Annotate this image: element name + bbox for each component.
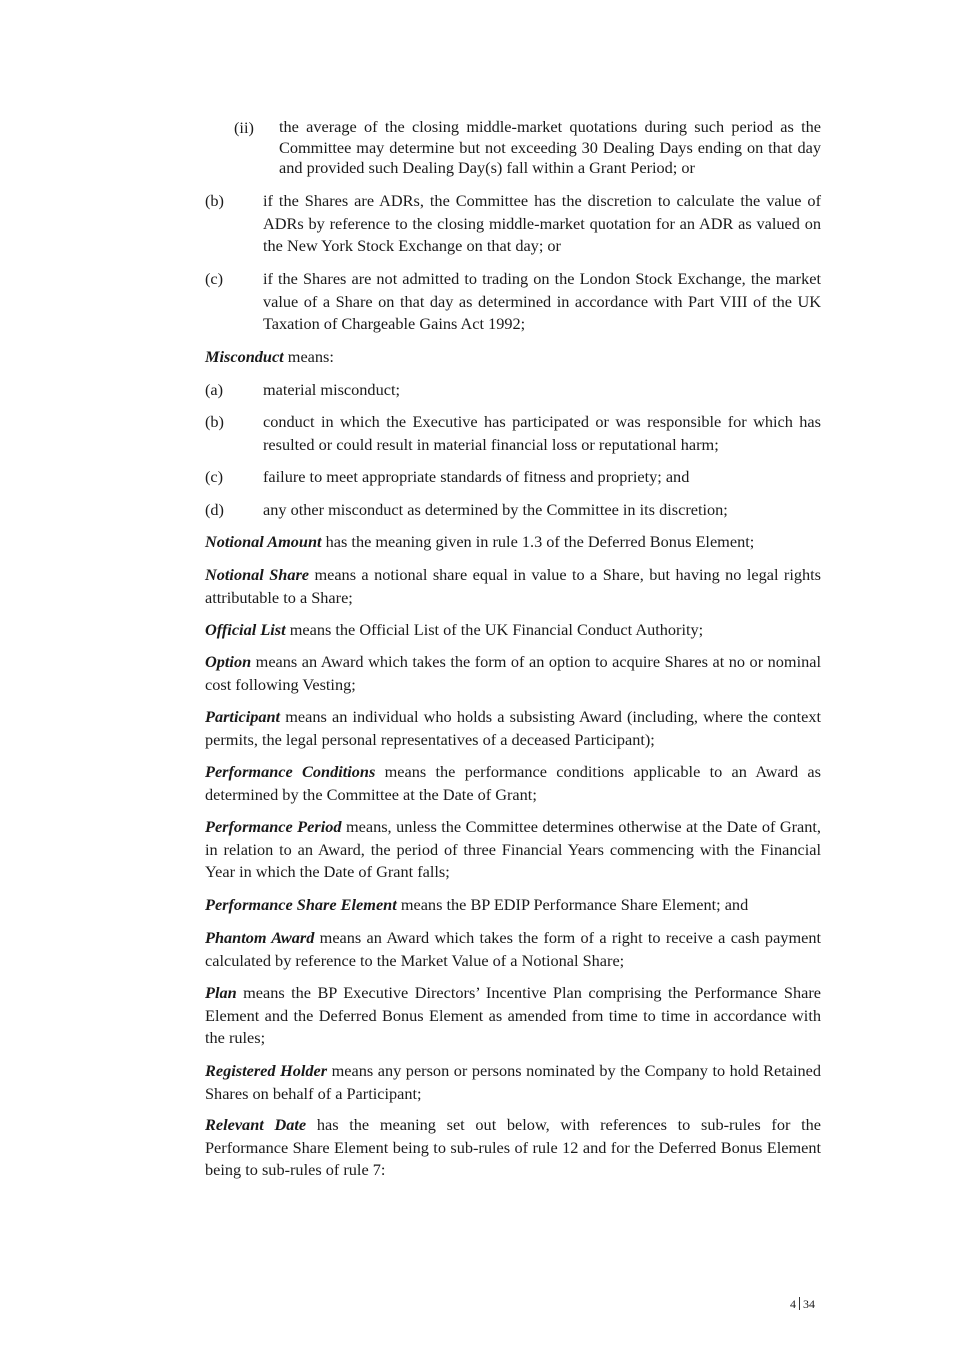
definition-text: means an Award which takes the form of an option to acquire Shares at no or nominal cost following Vesting; [205,652,821,694]
clause-ii [234,117,821,179]
clause-text: any other misconduct as determined by the Committee in its discretion; [263,500,728,519]
defined-term: Performance Conditions [205,762,376,781]
definition-text: means a notional share equal in value to a Share, but having no legal rights attributable to a Share; [205,565,821,607]
definition-plan [205,982,821,1050]
definition-performance-period [205,816,821,884]
clause-text: the average of the closing middle-market quotations during such period as the Committee may determine but not exceeding 30 Dealing Days ending on that day and provided such Dealing Day(s) fall within a Grant Period; or [279,117,821,178]
definition-text: means an individual who holds a subsisting Award (including, where the context permits, the legal personal representatives of a deceased Participant); [205,707,821,749]
defined-term: Option [205,652,252,671]
definition-phantom-award [205,927,821,972]
clause-text: if the Shares are ADRs, the Committee has the discretion to calculate the value of ADRs by reference to the closing middle-market quotation for an ADR as valued on the New York Stock Exchange on that day; or [263,191,821,256]
definition-notional-amount [205,531,821,554]
defined-term: Performance Share Element [205,895,397,914]
defined-term: Relevant Date [205,1115,307,1134]
defined-term: Registered Holder [205,1061,328,1080]
definition-performance-conditions [205,761,821,806]
definition-misconduct [205,346,821,369]
total-pages: 34 [803,1297,815,1311]
definition-text: means an Award which takes the form of a right to receive a cash payment calculated by reference to the Market Value of a Notional Share; [205,928,821,970]
clause-label: (b) [205,412,224,431]
defined-term: Official List [205,620,286,639]
definition-notional-share [205,564,821,609]
clause-text: material misconduct; [263,380,400,399]
definition-registered-holder [205,1060,821,1105]
defined-term: Notional Share [205,565,310,584]
definition-text: means the performance conditions applicable to an Award as determined by the Committee at the Date of Grant; [205,762,821,804]
clause-b [205,190,821,258]
clause-text: conduct in which the Executive has participated or was responsible for which has resulted or could result in material financial loss or reputational harm; [263,412,821,454]
misconduct-item-b [205,411,821,456]
clause-label: (b) [205,191,224,210]
definition-text: means the BP Executive Directors’ Incentive Plan comprising the Performance Share Element and the Deferred Bonus Element as amended from time to time in accordance with the rules; [205,983,821,1048]
definition-official-list [205,619,821,642]
clause-text: if the Shares are not admitted to trading on the London Stock Exchange, the market value of a Share on that day as determined in accordance with Part VIII of the UK Taxation of Chargeable Gains Act 1992; [263,269,821,334]
definition-text: means any person or persons nominated by the Company to hold Retained Shares on behalf of a Participant; [205,1061,822,1103]
defined-term: Misconduct [205,347,284,366]
definition-participant [205,706,821,751]
current-page: 4 [790,1297,796,1311]
definition-text: means: [283,347,334,366]
definition-text: means the BP EDIP Performance Share Element; and [396,895,749,914]
page-number [790,1293,815,1316]
clause-label: (a) [205,380,224,399]
defined-term: Notional Amount [205,532,322,551]
defined-term: Phantom Award [205,928,315,947]
page-separator [799,1297,800,1310]
definition-text: has the meaning given in rule 1.3 of the Deferred Bonus Element; [321,532,755,551]
clause-label: (d) [205,500,224,519]
clause-c [205,268,821,336]
misconduct-item-a [205,379,821,402]
definition-text: means the Official List of the UK Financial Conduct Authority; [285,620,704,639]
clause-label: (c) [205,467,224,486]
misconduct-item-c [205,466,821,489]
definition-option [205,651,821,696]
definition-relevant-date [205,1114,821,1182]
clause-label: (c) [205,269,224,288]
definition-performance-share-element [205,894,821,917]
defined-term: Participant [205,707,281,726]
definition-text: has the meaning set out below, with references to sub-rules for the Performance Share Element being to sub-rules of rule 12 and for the Deferred Bonus Element being to sub-rules of rule 7: [205,1115,821,1180]
definition-text: means, unless the Committee determines otherwise at the Date of Grant, in relation to an Award, the period of three Financial Years commencing with the Financial Year in which the Date of Grant falls; [205,817,821,882]
defined-term: Plan [205,983,237,1002]
misconduct-item-d [205,499,821,522]
defined-term: Performance Period [205,817,342,836]
clause-label: (ii) [234,118,254,137]
clause-text: failure to meet appropriate standards of fitness and propriety; and [263,467,690,486]
